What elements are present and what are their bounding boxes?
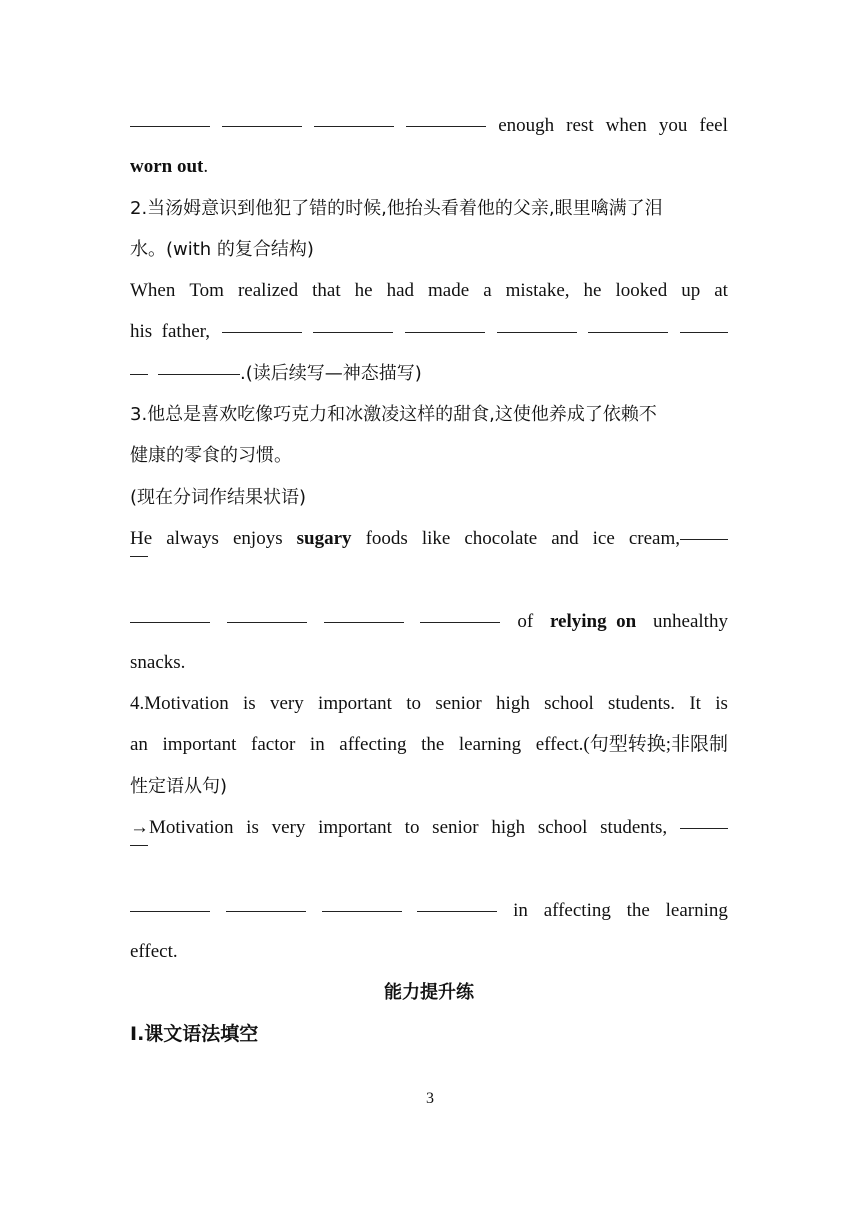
word: enjoys — [232, 527, 283, 549]
word: a — [483, 280, 492, 302]
word: made — [428, 280, 470, 302]
answer-blank[interactable] — [324, 621, 404, 623]
item1-line1 — [130, 105, 728, 146]
item4-line2 — [130, 724, 728, 765]
word: When — [130, 280, 176, 302]
word: chocolate — [464, 527, 538, 549]
word: school — [544, 693, 594, 715]
answer-blank[interactable] — [227, 621, 307, 623]
word: is — [243, 693, 256, 715]
answer-blank[interactable] — [405, 331, 485, 333]
answer-blank[interactable] — [588, 331, 668, 333]
answer-blank[interactable] — [497, 331, 577, 333]
word: to — [404, 817, 420, 839]
answer-blank[interactable] — [680, 538, 728, 540]
exercise-content — [130, 105, 728, 1055]
period: . — [203, 156, 209, 178]
item1-line2 — [130, 146, 728, 187]
section-title: Ⅰ.课文语法填空 — [130, 1022, 259, 1045]
word: the — [421, 734, 445, 756]
item3-chinese-line1: 3.他总是喜欢吃像巧克力和冰激凌这样的甜食,这使他养成了依赖不 — [130, 404, 657, 426]
word: and — [551, 527, 579, 549]
word: high — [491, 817, 526, 839]
word: that — [312, 280, 341, 302]
word: factor — [251, 734, 296, 756]
word: senior — [432, 817, 479, 839]
word: school — [537, 817, 588, 839]
item2-chinese-line2: 水。(with 的复合结构) — [130, 238, 314, 260]
key-word: sugary — [296, 527, 352, 549]
word: he — [583, 280, 602, 302]
word: of — [517, 610, 534, 632]
word: 4.Motivation — [130, 693, 229, 715]
item2-blanks-line — [130, 311, 728, 352]
answer-blank[interactable] — [222, 125, 302, 127]
word: when — [605, 115, 647, 136]
item3-chinese-line2: 健康的零食的习惯。 — [130, 445, 292, 467]
word: students. — [608, 693, 676, 715]
word: rest — [566, 115, 594, 136]
word: to — [406, 693, 422, 715]
word: up — [681, 280, 701, 302]
word: important — [162, 734, 237, 756]
section-heading: 能力提升练 — [384, 982, 474, 1004]
answer-blank[interactable] — [226, 910, 306, 912]
word: very — [269, 693, 304, 715]
item3-hint: (现在分词作结果状语) — [130, 486, 307, 508]
item4-wrap-line — [130, 848, 728, 889]
word: very — [271, 817, 306, 839]
answer-blank[interactable] — [406, 125, 486, 127]
item4-end-line — [130, 931, 728, 972]
answer-blank[interactable] — [680, 331, 728, 333]
word: mistake, — [505, 280, 570, 302]
item2-note-line — [130, 353, 728, 394]
word: at — [714, 280, 728, 302]
answer-blank[interactable] — [322, 910, 402, 912]
word: is — [715, 693, 728, 715]
key-phrase: worn out — [130, 156, 204, 178]
word: effect. — [130, 940, 178, 962]
answer-blank[interactable] — [158, 373, 240, 375]
word: the — [626, 899, 650, 921]
item4-chinese-line: 性定语从句) — [130, 775, 228, 797]
word: his father, — [130, 321, 210, 343]
item3-blanks-line — [130, 601, 728, 642]
answer-blank[interactable] — [130, 125, 210, 127]
word: snacks. — [130, 651, 186, 673]
word: →Motivation — [130, 817, 234, 839]
word: cream, — [628, 527, 680, 549]
word: always — [166, 527, 219, 549]
hint-note: .(读后续写—神态描写) — [240, 362, 422, 384]
answer-blank[interactable] — [130, 621, 210, 623]
word: ice — [592, 527, 615, 549]
word: enough — [498, 115, 555, 136]
word: important — [318, 693, 392, 715]
word: in — [513, 899, 528, 921]
item3-english-line — [130, 518, 728, 559]
item4-blanks-line — [130, 890, 728, 931]
item2-english-line — [130, 270, 728, 311]
word: students, — [600, 817, 668, 839]
word: realized — [237, 280, 299, 302]
item4-arrow-line — [130, 807, 728, 848]
answer-blank[interactable] — [680, 827, 728, 829]
word: he — [354, 280, 373, 302]
item3-wrap-line — [130, 559, 728, 600]
word: Tom — [189, 280, 224, 302]
word: It — [689, 693, 701, 715]
word: like — [421, 527, 451, 549]
word: important — [318, 817, 392, 839]
answer-blank[interactable] — [130, 844, 148, 846]
answer-blank[interactable] — [130, 910, 210, 912]
word: affecting — [543, 899, 611, 921]
word: in — [309, 734, 325, 756]
answer-blank[interactable] — [420, 621, 500, 623]
word: affecting — [339, 734, 407, 756]
word: had — [386, 280, 415, 302]
word: He — [130, 527, 153, 549]
word: an — [130, 734, 148, 756]
answer-blank[interactable] — [417, 910, 497, 912]
word: effect.(句型转换;非限制 — [535, 734, 728, 756]
word: foods — [365, 527, 408, 549]
word: senior — [435, 693, 482, 715]
word: feel — [699, 115, 728, 136]
item4-line1 — [130, 683, 728, 724]
word: unhealthy — [653, 610, 728, 632]
word: is — [246, 817, 259, 839]
answer-blank[interactable] — [314, 125, 394, 127]
word: learning — [458, 734, 522, 756]
answer-blank[interactable] — [130, 555, 148, 557]
key-phrase: relying on — [549, 610, 637, 632]
item3-end-line — [130, 642, 728, 683]
answer-blank[interactable] — [222, 331, 302, 333]
word: learning — [665, 899, 728, 921]
page-number: 3 — [426, 1090, 434, 1107]
word: high — [496, 693, 530, 715]
answer-blank[interactable] — [313, 331, 393, 333]
word: looked — [615, 280, 668, 302]
word: you — [658, 115, 688, 136]
answer-blank[interactable] — [130, 373, 148, 375]
item2-chinese-line1: 2.当汤姆意识到他犯了错的时候,他抬头看着他的父亲,眼里噙满了泪 — [130, 197, 663, 219]
